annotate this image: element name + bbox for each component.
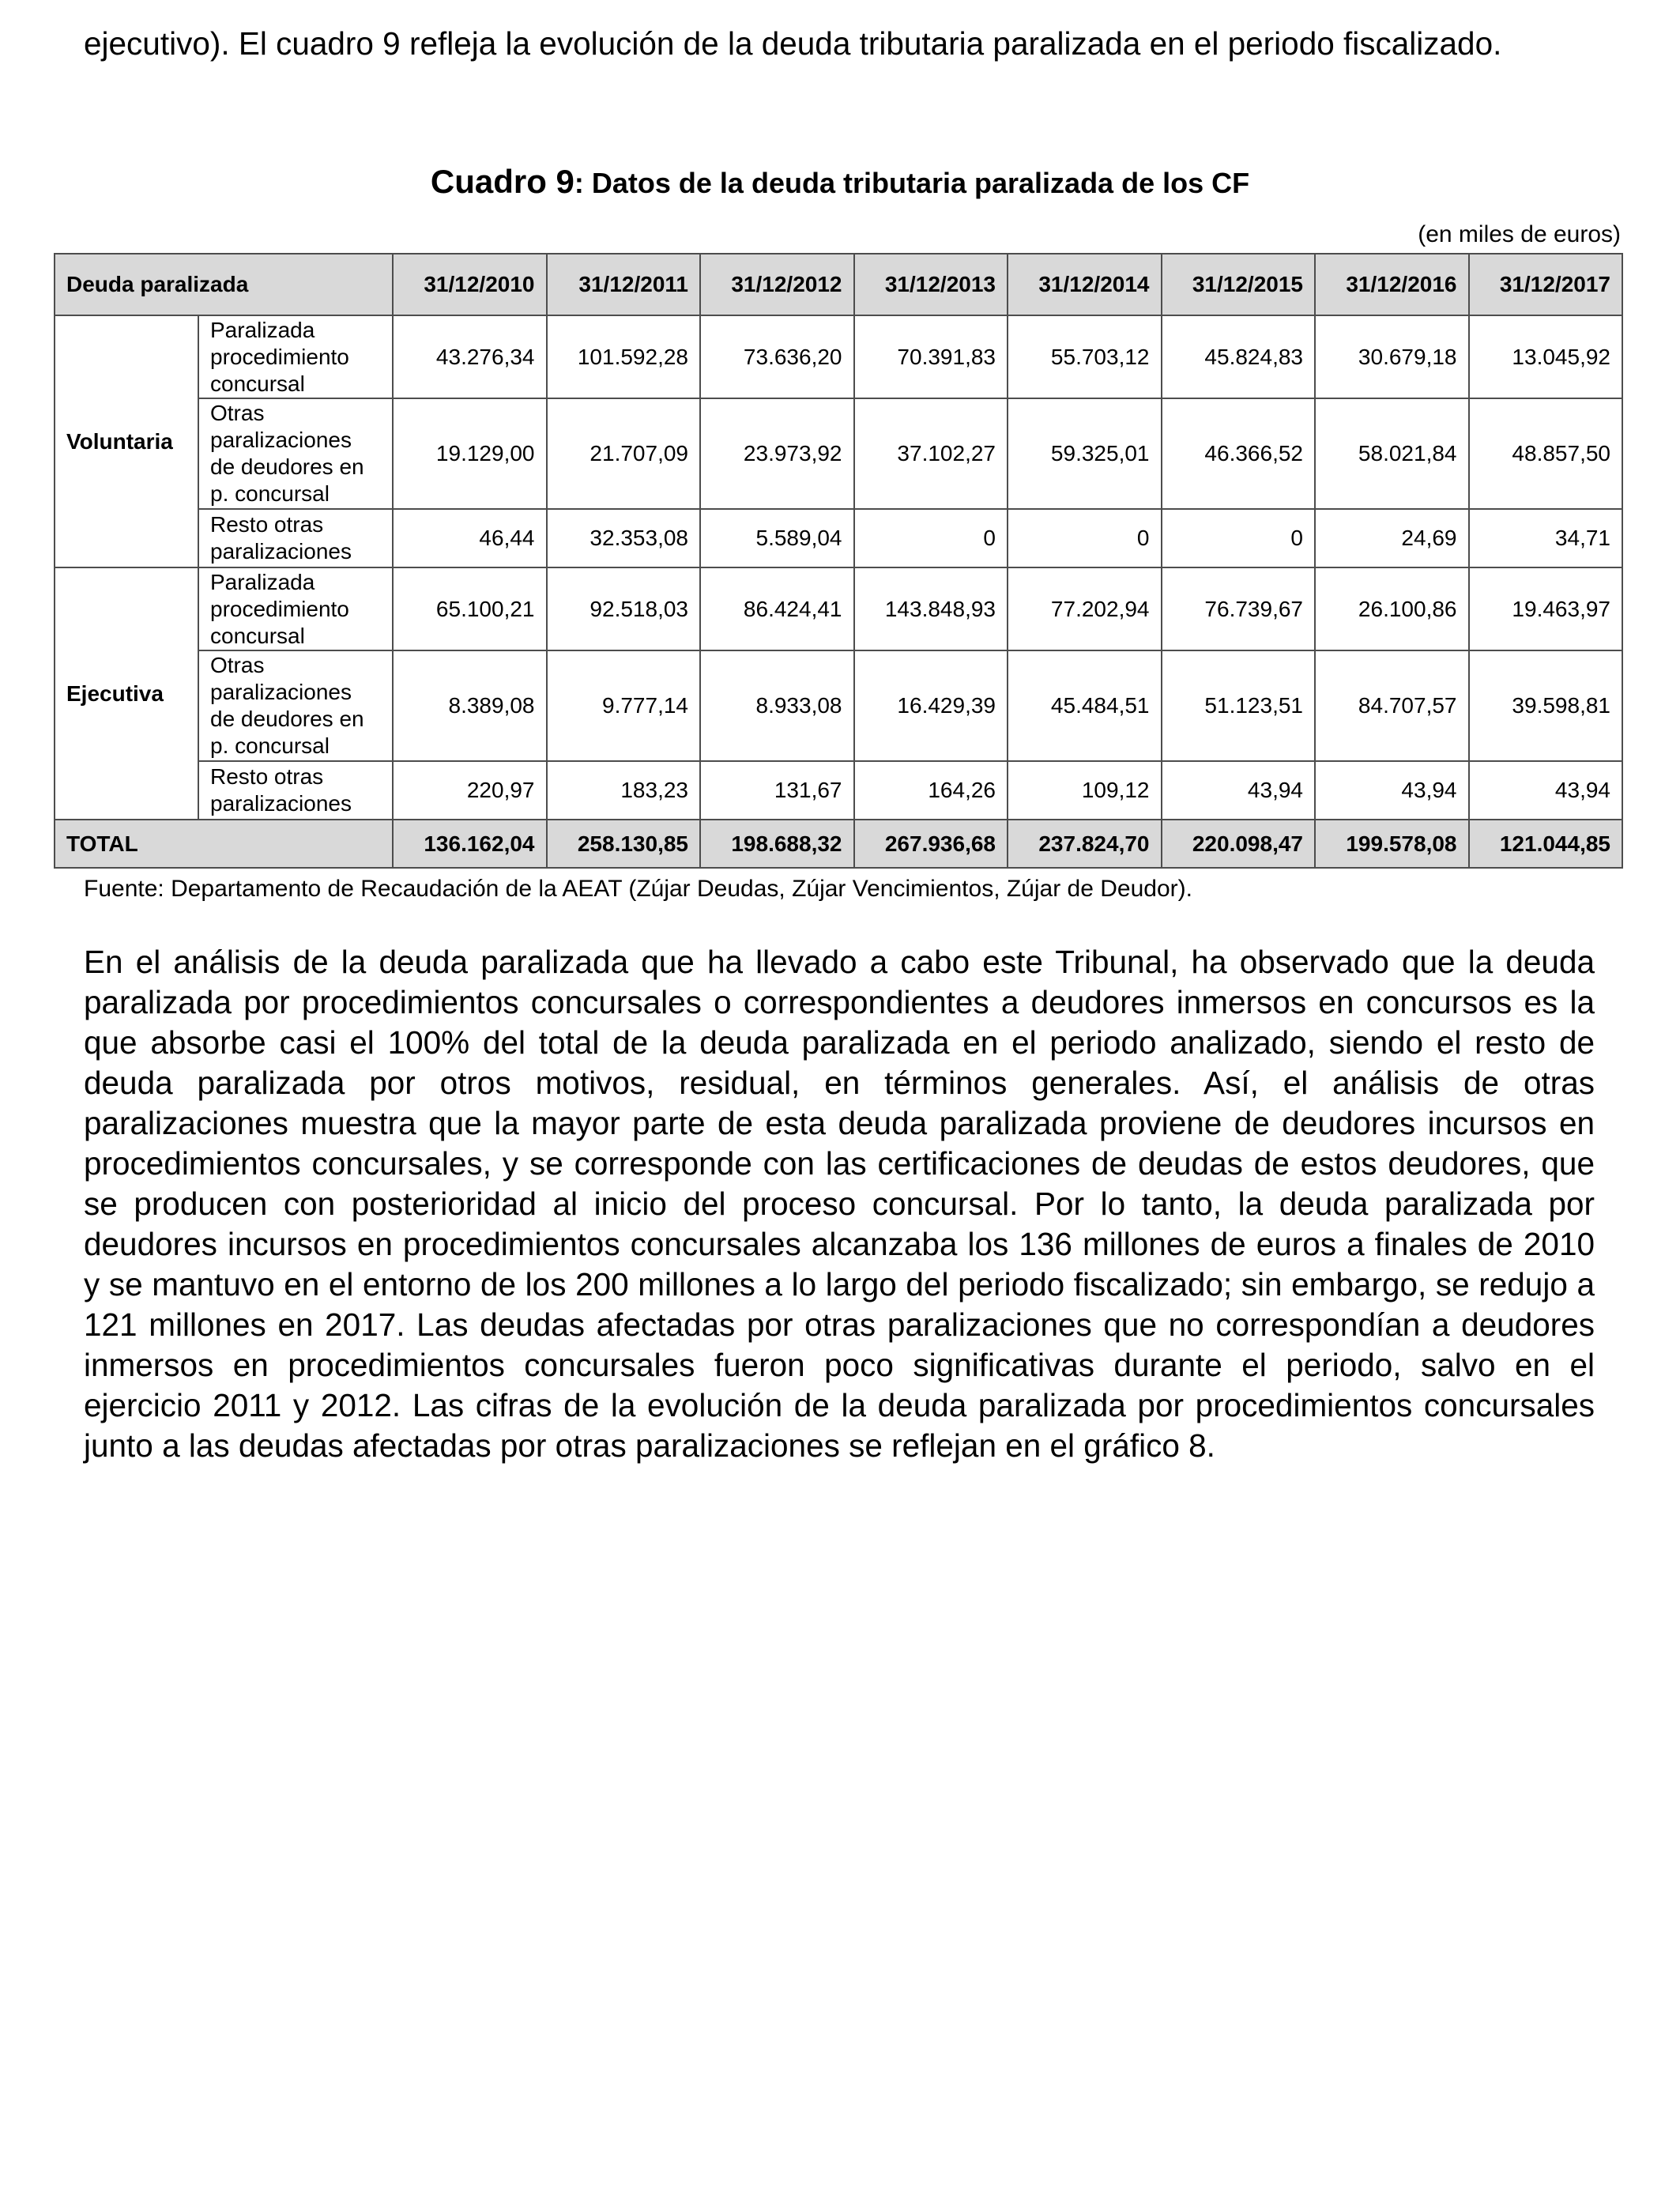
caption-label: Cuadro 9 xyxy=(430,163,574,200)
debt-table xyxy=(54,253,1623,869)
group-label-ejecutiva: Ejecutiva xyxy=(55,567,198,820)
total-cell: 220.098,47 xyxy=(1162,820,1316,868)
table-cell: 8.389,08 xyxy=(393,650,547,761)
table-cell: 8.933,08 xyxy=(700,650,854,761)
total-cell: 198.688,32 xyxy=(700,820,854,868)
table-cell: 55.703,12 xyxy=(1008,315,1162,398)
table-cell: 76.739,67 xyxy=(1162,567,1316,650)
table-cell: 26.100,86 xyxy=(1315,567,1469,650)
table-cell: 43,94 xyxy=(1162,761,1316,820)
table-row xyxy=(55,315,1622,398)
table-cell: 23.973,92 xyxy=(700,398,854,509)
table-cell: 43.276,34 xyxy=(393,315,547,398)
table-cell: 34,71 xyxy=(1469,509,1623,567)
table-cell: 59.325,01 xyxy=(1008,398,1162,509)
row-label: Otras paralizaciones de deudores en p. concursal xyxy=(198,398,393,509)
table-cell: 220,97 xyxy=(393,761,547,820)
row-label: Paralizada procedimiento concursal xyxy=(198,567,393,650)
table-cell: 109,12 xyxy=(1008,761,1162,820)
column-header: 31/12/2012 xyxy=(700,254,854,315)
table-cell: 51.123,51 xyxy=(1162,650,1316,761)
group-label-voluntaria: Voluntaria xyxy=(55,315,198,567)
analysis-paragraph: En el análisis de la deuda paralizada que ha llevado a cabo este Tribunal, ha observado que la deuda paralizada por procedimientos concursales o correspondientes a deudores inmersos en concursos es la que absorbe casi el 100% del total de la deuda paralizada en el periodo analizado, siendo el resto de deuda paralizada por otros motivos, residual, en términos generales. Así, el análisis de otras paralizaciones muestra que la mayor parte de esta deuda paralizada proviene de deudores incursos en procedimientos concursales, y se corresponde con las certificaciones de deudas de estos deudores, que se producen con posterioridad al inicio del proceso concursal. Por lo tanto, la deuda paralizada por deudores incursos en procedimientos concursales alcanzaba los 136 millones de euros a finales de 2010 y se mantuvo en el entorno de los 200 millones a lo largo del periodo fiscalizado; sin embargo, se redujo a 121 millones en 2017. Las deudas afectadas por otras paralizaciones que no correspondían a deudores inmersos en procedimientos concursales fueron poco significativas durante el periodo, salvo en el ejercicio 2011 y 2012. Las cifras de la evolución de la deuda paralizada por procedimientos concursales junto a las deudas afectadas por otras paralizaciones se reflejan en el gráfico 8. xyxy=(84,944,1595,1464)
table-cell: 131,67 xyxy=(700,761,854,820)
table-cell: 0 xyxy=(854,509,1008,567)
table-cell: 77.202,94 xyxy=(1008,567,1162,650)
table-cell: 19.463,97 xyxy=(1469,567,1623,650)
table-cell: 48.857,50 xyxy=(1469,398,1623,509)
table-cell: 21.707,09 xyxy=(547,398,701,509)
column-header: 31/12/2017 xyxy=(1469,254,1623,315)
table-cell: 58.021,84 xyxy=(1315,398,1469,509)
total-row xyxy=(55,820,1622,868)
total-cell: 121.044,85 xyxy=(1469,820,1623,868)
column-header: 31/12/2010 xyxy=(393,254,547,315)
table-cell: 24,69 xyxy=(1315,509,1469,567)
table-cell: 84.707,57 xyxy=(1315,650,1469,761)
table-cell: 5.589,04 xyxy=(700,509,854,567)
source-note: Fuente: Departamento de Recaudación de la AEAT (Zújar Deudas, Zújar Vencimientos, Zújar de Deudor). xyxy=(84,876,1192,902)
table-cell: 45.484,51 xyxy=(1008,650,1162,761)
header-label: Deuda paralizada xyxy=(55,254,393,315)
table-caption xyxy=(0,163,1680,201)
table-header-row xyxy=(55,254,1622,315)
table-cell: 101.592,28 xyxy=(547,315,701,398)
table-cell: 73.636,20 xyxy=(700,315,854,398)
total-cell: 237.824,70 xyxy=(1008,820,1162,868)
column-header: 31/12/2014 xyxy=(1008,254,1162,315)
row-label: Paralizada procedimiento concursal xyxy=(198,315,393,398)
table-cell: 43,94 xyxy=(1469,761,1623,820)
table-cell: 0 xyxy=(1162,509,1316,567)
table-cell: 65.100,21 xyxy=(393,567,547,650)
table-cell: 143.848,93 xyxy=(854,567,1008,650)
table-row xyxy=(55,509,1622,567)
total-cell: 199.578,08 xyxy=(1315,820,1469,868)
table-cell: 70.391,83 xyxy=(854,315,1008,398)
row-label: Resto otras paralizaciones xyxy=(198,761,393,820)
table-cell: 45.824,83 xyxy=(1162,315,1316,398)
table-cell: 43,94 xyxy=(1315,761,1469,820)
column-header: 31/12/2016 xyxy=(1315,254,1469,315)
table-cell: 0 xyxy=(1008,509,1162,567)
table-cell: 92.518,03 xyxy=(547,567,701,650)
table-cell: 32.353,08 xyxy=(547,509,701,567)
total-cell: 136.162,04 xyxy=(393,820,547,868)
column-header: 31/12/2011 xyxy=(547,254,701,315)
table-cell: 13.045,92 xyxy=(1469,315,1623,398)
table-cell: 46,44 xyxy=(393,509,547,567)
table-cell: 46.366,52 xyxy=(1162,398,1316,509)
table-cell: 30.679,18 xyxy=(1315,315,1469,398)
unit-note: (en miles de euros) xyxy=(1418,221,1621,247)
row-label: Resto otras paralizaciones xyxy=(198,509,393,567)
total-cell: 258.130,85 xyxy=(547,820,701,868)
caption-title: : Datos de la deuda tributaria paralizada de los CF xyxy=(574,167,1250,199)
table-cell: 183,23 xyxy=(547,761,701,820)
table-cell: 39.598,81 xyxy=(1469,650,1623,761)
row-label: Otras paralizaciones de deudores en p. concursal xyxy=(198,650,393,761)
total-label: TOTAL xyxy=(55,820,393,868)
total-cell: 267.936,68 xyxy=(854,820,1008,868)
table-cell: 16.429,39 xyxy=(854,650,1008,761)
table-cell: 19.129,00 xyxy=(393,398,547,509)
table-cell: 164,26 xyxy=(854,761,1008,820)
table-cell: 9.777,14 xyxy=(547,650,701,761)
column-header: 31/12/2015 xyxy=(1162,254,1316,315)
table-cell: 86.424,41 xyxy=(700,567,854,650)
intro-paragraph: ejecutivo). El cuadro 9 refleja la evolución de la deuda tributaria paralizada en el periodo fiscalizado. xyxy=(84,25,1502,62)
table-row xyxy=(55,761,1622,820)
table-row xyxy=(55,398,1622,509)
table-cell: 37.102,27 xyxy=(854,398,1008,509)
table-row xyxy=(55,567,1622,650)
table-row xyxy=(55,650,1622,761)
column-header: 31/12/2013 xyxy=(854,254,1008,315)
